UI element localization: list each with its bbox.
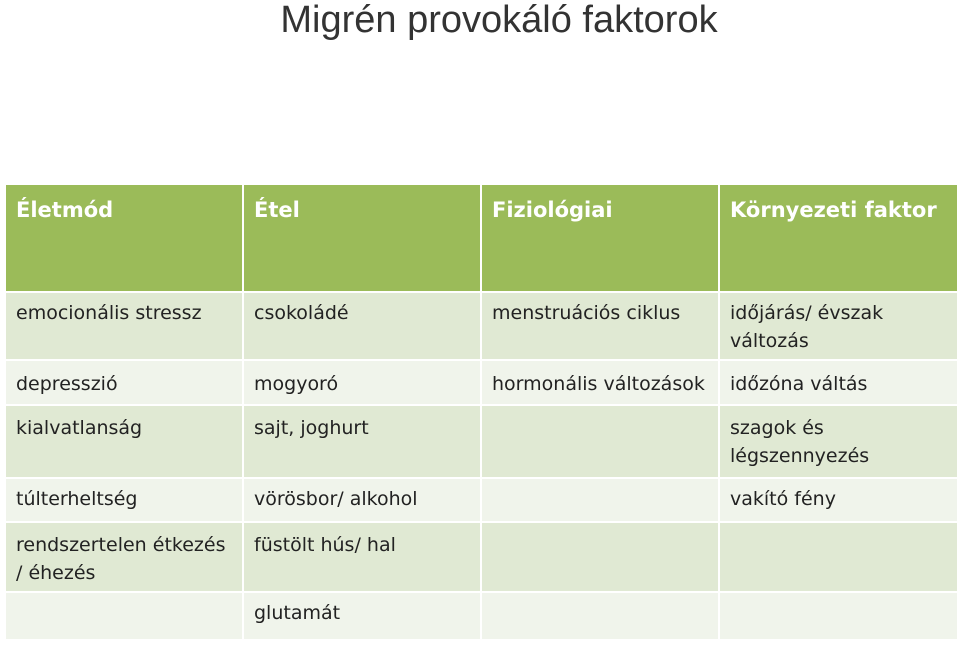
table-cell: menstruációs ciklus xyxy=(481,292,719,360)
table-row xyxy=(5,405,958,478)
table-cell: túlterheltség xyxy=(5,478,243,522)
table-cell: csokoládé xyxy=(243,292,481,360)
table-cell xyxy=(5,592,243,640)
slide-title: Migrén provokáló faktorok xyxy=(280,0,718,41)
table-cell xyxy=(719,592,958,640)
header-row xyxy=(5,184,958,292)
table-cell: időzóna váltás xyxy=(719,360,958,405)
table-row xyxy=(5,522,958,592)
table-cell xyxy=(719,522,958,592)
header-environmental: Környezeti faktor xyxy=(719,184,958,292)
header-physiological: Fiziológiai xyxy=(481,184,719,292)
table-row xyxy=(5,292,958,360)
table-row xyxy=(5,478,958,522)
table-cell: időjárás/ évszak változás xyxy=(719,292,958,360)
table-cell: emocionális stressz xyxy=(5,292,243,360)
table-cell: szagok és légszennyezés xyxy=(719,405,958,478)
table-cell: depresszió xyxy=(5,360,243,405)
header-lifestyle: Életmód xyxy=(5,184,243,292)
table-cell: hormonális változások xyxy=(481,360,719,405)
trigger-factors-table xyxy=(4,183,957,641)
table-cell xyxy=(481,522,719,592)
table-cell: füstölt hús/ hal xyxy=(243,522,481,592)
table-cell: vakító fény xyxy=(719,478,958,522)
table-cell: sajt, joghurt xyxy=(243,405,481,478)
table-cell xyxy=(481,405,719,478)
header-food: Étel xyxy=(243,184,481,292)
table-cell: kialvatlanság xyxy=(5,405,243,478)
table-cell: vörösbor/ alkohol xyxy=(243,478,481,522)
table-cell xyxy=(481,592,719,640)
table-row xyxy=(5,360,958,405)
table-cell xyxy=(481,478,719,522)
table-cell: mogyoró xyxy=(243,360,481,405)
table-cell: rendszertelen étkezés / éhezés xyxy=(5,522,243,592)
table-row xyxy=(5,592,958,640)
table-cell: glutamát xyxy=(243,592,481,640)
